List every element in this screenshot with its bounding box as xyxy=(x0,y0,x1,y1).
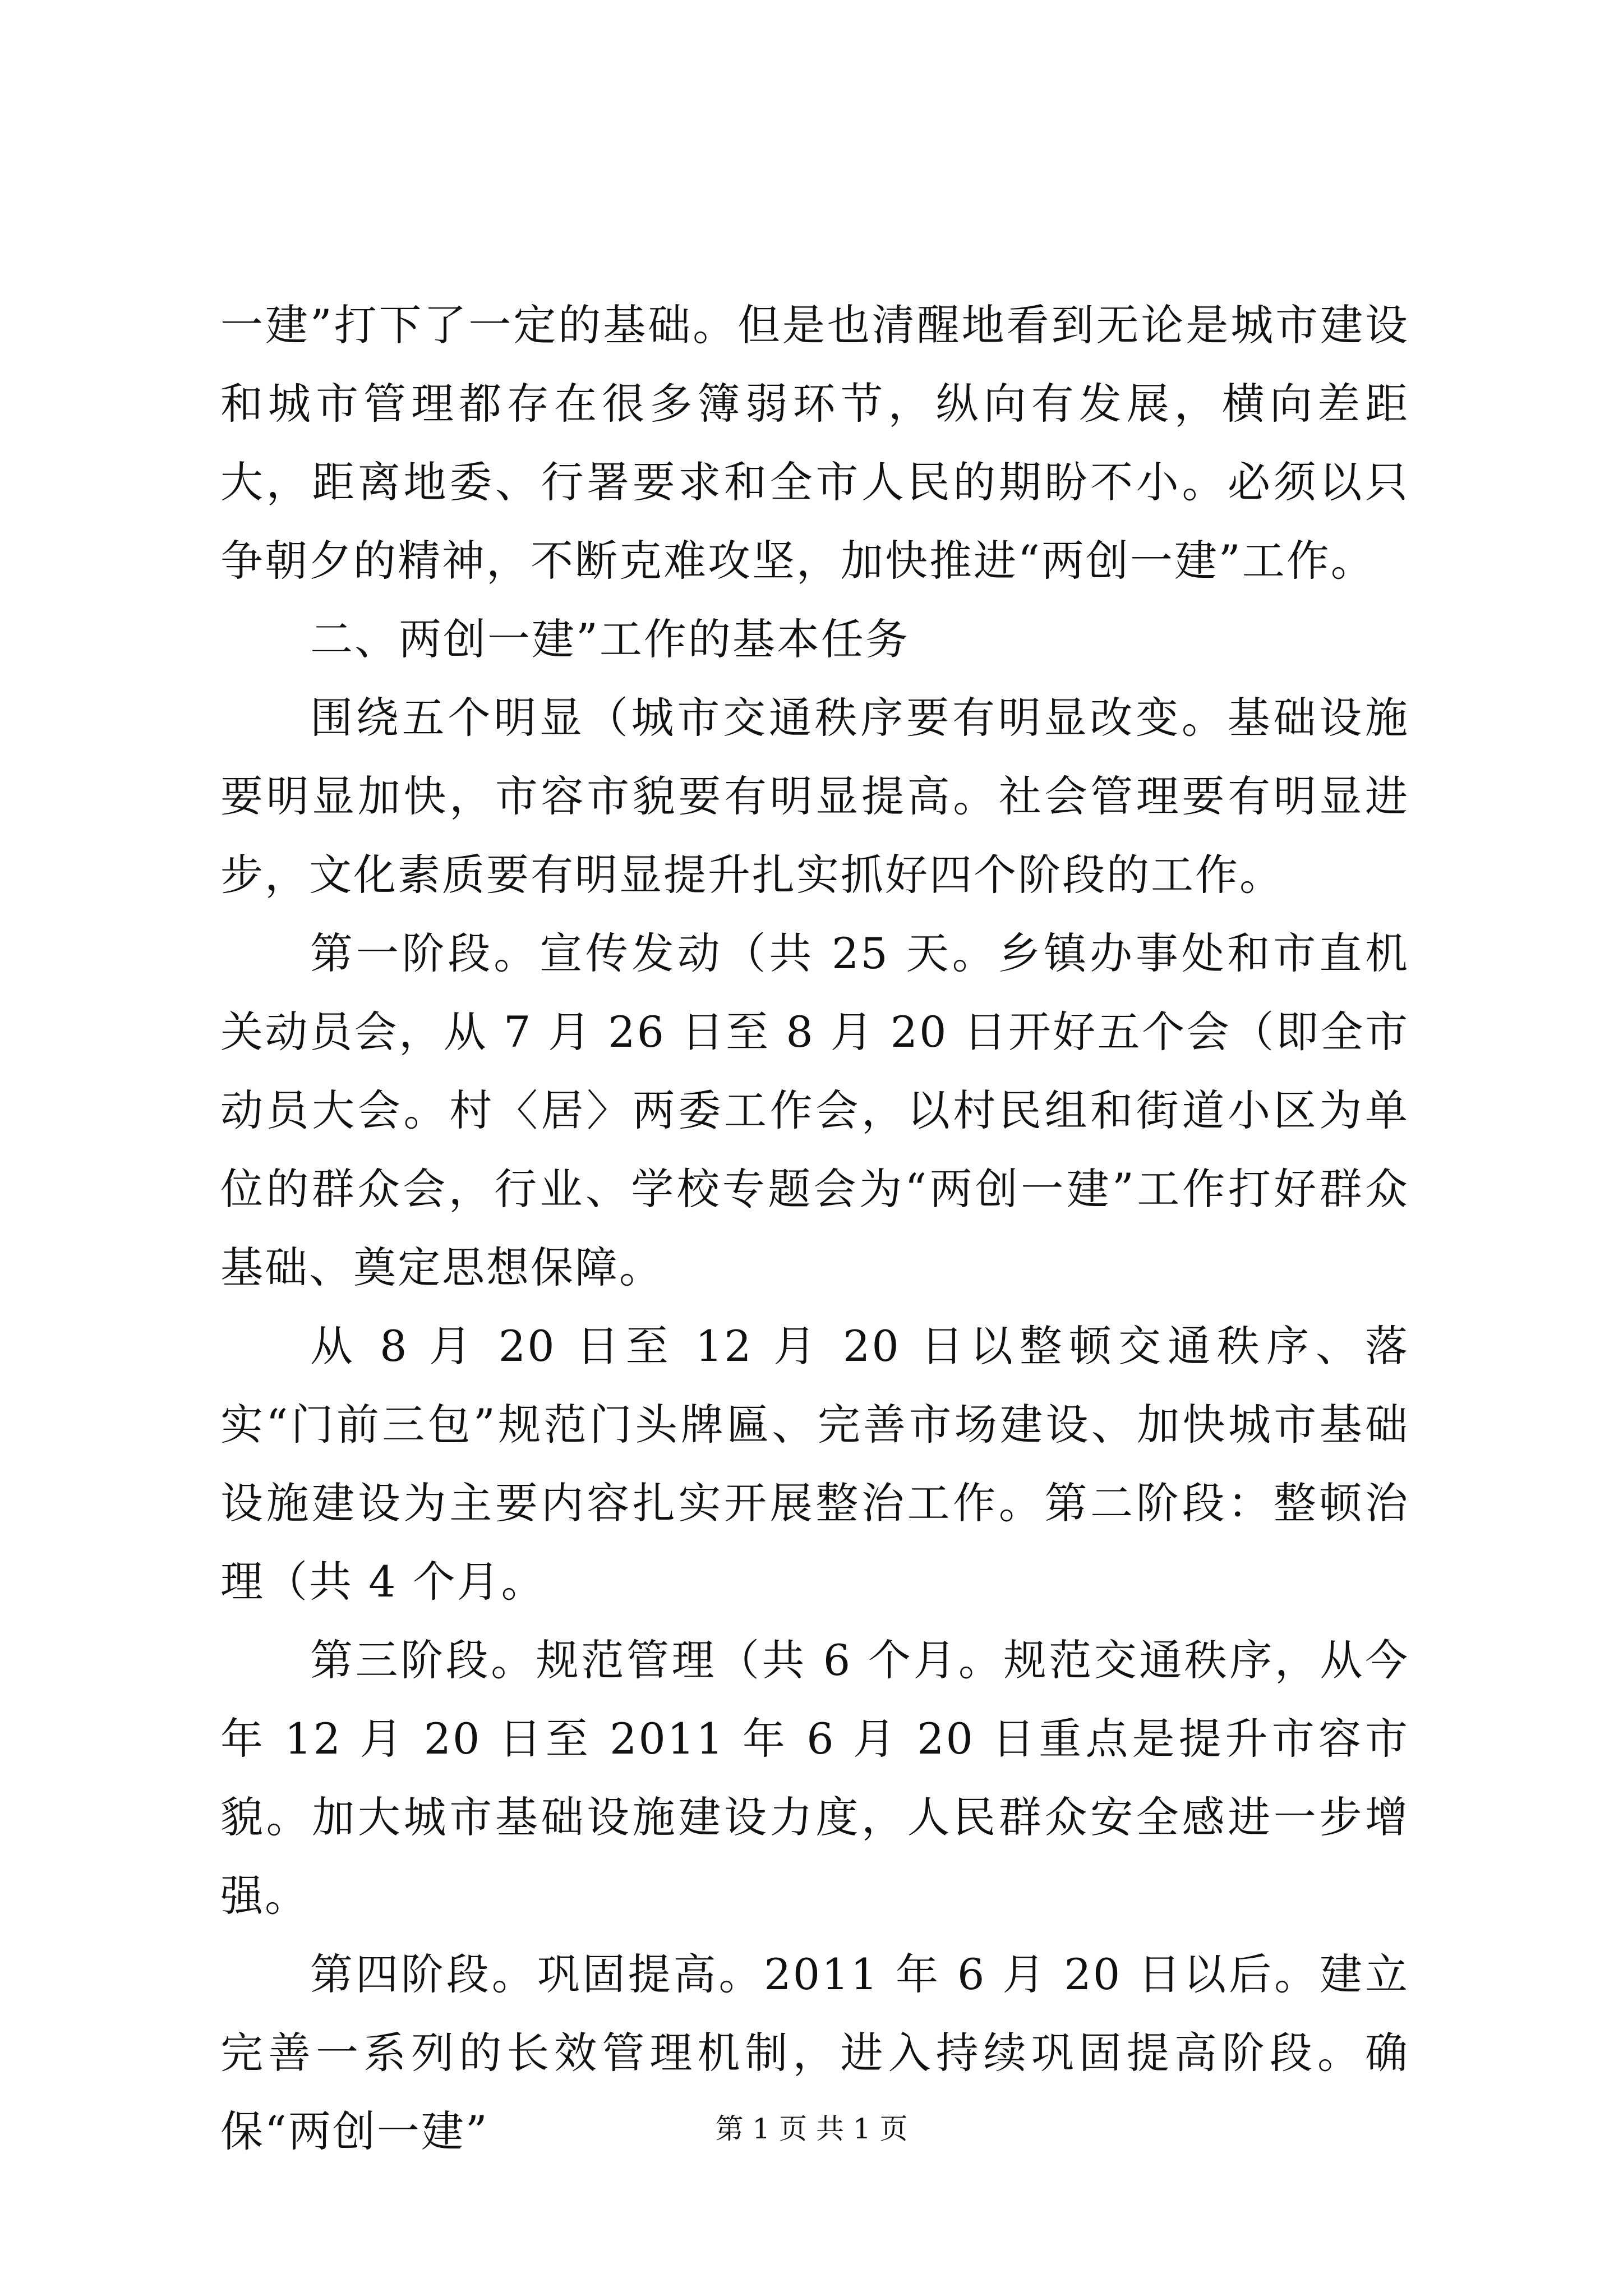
paragraph-phase-one: 第一阶段。宣传发动（共 25 天。乡镇办事处和市直机关动员会，从 7 月 26 日至 8 月 20 日开好五个会（即全市动员大会。村〈居〉两委工作会，以村民组和街道小区为单位的群众会，行业、学校专题会为“两创一建”工作打好群众基础、奠定思想保障。 xyxy=(220,928,1409,1292)
paragraph-phase-four: 第四阶段。巩固提高。2011 年 6 月 20 日以后。建立完善一系列的长效管理机制，进入持续巩固提高阶段。确保“两创一建” xyxy=(220,1949,1409,2156)
paragraph-continuation: 一建”打下了一定的基础。但是也清醒地看到无论是城市建设和城市管理都存在很多簿弱环节，纵向有发展，横向差距大，距离地委、行署要求和全市人民的期盼不小。必须以只争朝夕的精神，不断克难攻坚，加快推进“两创一建”工作。 xyxy=(220,300,1409,586)
section-heading: 二、两创一建”工作的基本任务 xyxy=(310,614,910,664)
page-footer: 第 1 页 共 1 页 xyxy=(715,2113,908,2145)
document-body xyxy=(220,286,1409,2171)
paragraph-phase-three: 第三阶段。规范管理（共 6 个月。规范交通秩序，从今年 12 月 20 日至 2011 年 6 月 20 日重点是提升市容市貌。加大城市基础设施建设力度，人民群众安全感进一步增强。 xyxy=(220,1635,1409,1921)
paragraph-tasks: 围绕五个明显（城市交通秩序要有明显改变。基础设施要明显加快，市容市貌要有明显提高。社会管理要有明显进步，文化素质要有明显提升扎实抓好四个阶段的工作。 xyxy=(220,693,1409,900)
paragraph-phase-two: 从 8 月 20 日至 12 月 20 日以整顿交通秩序、落实“门前三包”规范门头牌匾、完善市场建设、加快城市基础设施建设为主要内容扎实开展整治工作。第二阶段：整顿治理（共 4 个月。 xyxy=(220,1321,1409,1607)
